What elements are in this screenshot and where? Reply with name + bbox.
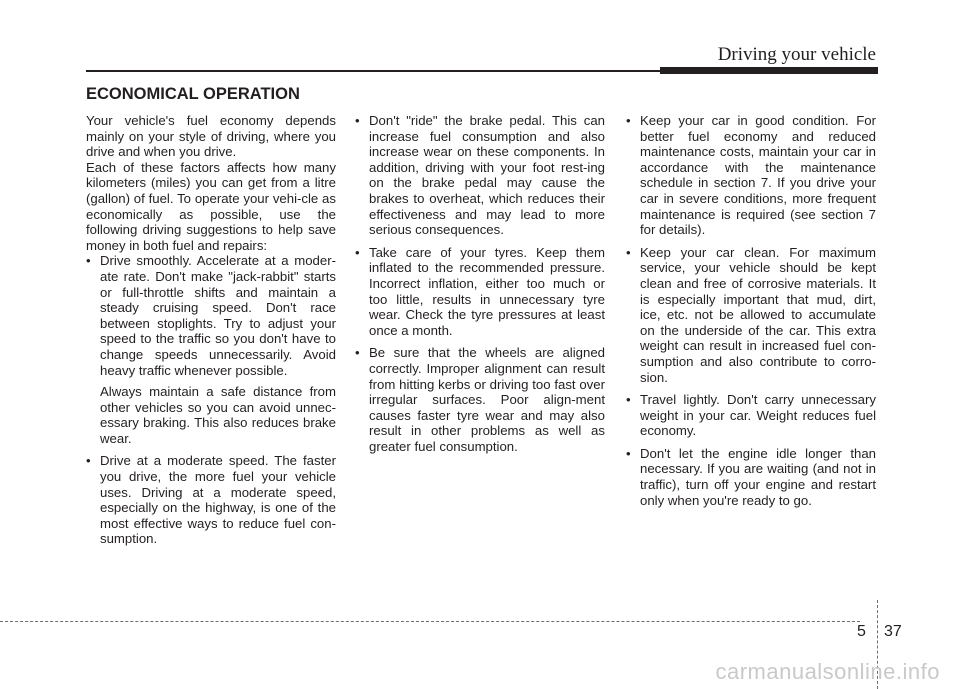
- chapter-number: 5: [857, 623, 866, 640]
- bullet-icon: •: [355, 345, 360, 361]
- section-title: ECONOMICAL OPERATION: [86, 85, 300, 103]
- tip-list: [86, 253, 336, 547]
- page-number: 37: [884, 623, 902, 640]
- list-item-text: Don't let the engine idle longer than necessary. If you are waiting (and not in traffic), turn off your engine and restart only when you're ready to go.: [640, 445, 876, 508]
- list-item: [355, 345, 605, 454]
- intro-paragraph: Each of these factors affects how many kilometers (miles) you can get from a litre (gallon) of fuel. To operate your vehi-cle as economically as possible, use the following driving suggestions to help save money in both fuel and repairs:: [86, 159, 336, 253]
- list-item-text: Drive at a moderate speed. The faster you drive, the more fuel your vehicle uses. Driving at a moderate speed, especially on the highway, is one of the most effective ways to reduce fuel con-sumption.: [100, 453, 336, 547]
- list-item: [86, 453, 336, 547]
- intro-paragraph: Your vehicle's fuel economy depends mainly on your style of driving, where you drive and when you drive.: [86, 113, 336, 160]
- list-item-text: Travel lightly. Don't carry unnecessary weight in your car. Weight reduces fuel economy.: [640, 392, 876, 439]
- footer-rule: [0, 621, 860, 622]
- list-item-text: Be sure that the wheels are aligned correctly. Improper alignment can result from hitting kerbs or driving too fast over irregular surfaces. Poor align-ment causes faster tyre wear and may also result in other problems as well as greater fuel consumption.: [369, 345, 605, 454]
- bullet-icon: •: [626, 244, 631, 260]
- bullet-icon: •: [626, 113, 631, 128]
- list-item: [86, 253, 336, 446]
- list-item: [626, 446, 876, 508]
- list-item: [355, 245, 605, 339]
- list-item: [626, 245, 876, 385]
- bullet-icon: •: [355, 244, 360, 260]
- watermark: carmanualsonline.info: [715, 659, 940, 684]
- list-item: [355, 113, 605, 238]
- text-column-3: [626, 113, 876, 515]
- header-rule: [86, 70, 660, 72]
- bullet-icon: •: [355, 113, 360, 128]
- tip-list: [355, 113, 605, 454]
- bullet-icon: •: [626, 445, 631, 461]
- header-rule-accent: [660, 67, 878, 74]
- list-item-text: Don't "ride" the brake pedal. This can increase fuel consumption and also increase wear on these components. In addition, driving with your foot rest-ing on the brake pedal may cause the brakes to overheat, which reduces their effectiveness and may lead to more serious consequences.: [369, 113, 605, 238]
- bullet-icon: •: [86, 253, 91, 269]
- list-item-text: Keep your car clean. For maximum service, your vehicle should be kept clean and free of corrosive materials. It is especially important that mud, dirt, ice, etc. not be allowed to accumulate on the underside of the car. This extra weight can result in increased fuel con-sumption and also contribute to corro-sion.: [640, 244, 876, 385]
- list-item: [626, 113, 876, 238]
- text-column-2: [355, 113, 605, 461]
- text-column-1: [86, 113, 336, 554]
- list-item-subtext: Always maintain a safe distance from other vehicles so you can avoid unnec-essary braking. This also reduces brake wear.: [100, 384, 336, 446]
- list-item: [626, 392, 876, 439]
- list-item-text: Keep your car in good condition. For better fuel economy and reduced maintenance costs, maintain your car in accordance with the maintenance schedule in section 7. If you drive your car in severe conditions, more frequent maintenance is required (see section 7 for details).: [640, 113, 876, 238]
- bullet-icon: •: [626, 392, 631, 408]
- chapter-header-title: Driving your vehicle: [717, 44, 876, 65]
- list-item-text: Drive smoothly. Accelerate at a moder-ate rate. Don't make "jack-rabbit" starts or full-throttle shifts and maintain a steady cruising speed. Don't race between stoplights. Try to adjust your speed to the traffic so you don't have to change speeds unnecessarily. Avoid heavy traffic whenever possible.: [100, 253, 336, 378]
- list-item-text: Take care of your tyres. Keep them inflated to the recommended pressure. Incorrect inflation, either too much or too little, results in unnecessary tyre wear. Check the tyre pressures at least once a month.: [369, 244, 605, 338]
- tip-list: [626, 113, 876, 508]
- bullet-icon: •: [86, 453, 91, 469]
